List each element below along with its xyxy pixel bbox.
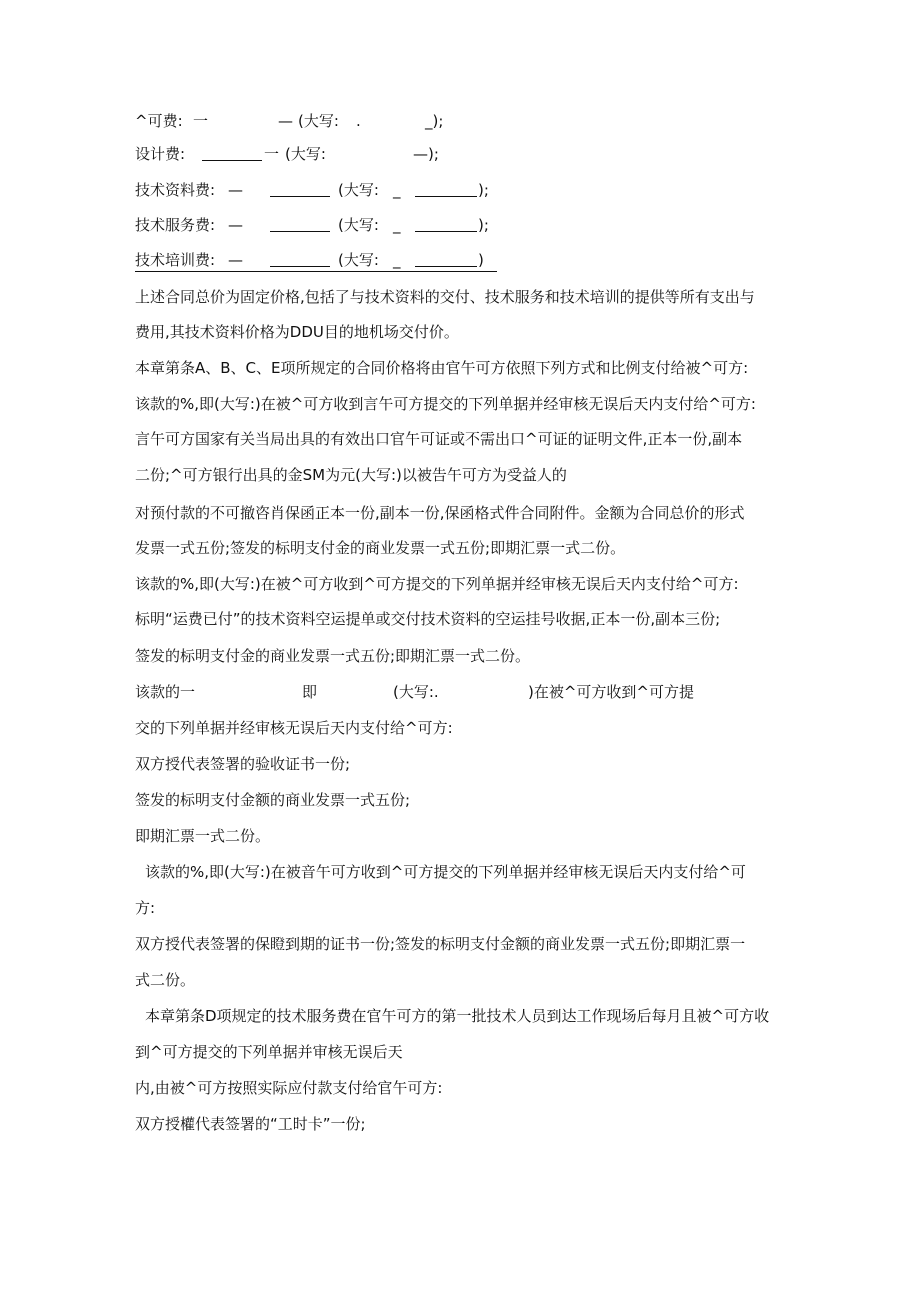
fee-amount-blank [270,250,330,267]
paragraph-line: 双方授權代表签署的“工时卡”一份; [135,1115,366,1133]
fee-underscore: _ [393,181,401,199]
paragraph-line: 交的下列单据并经审核无误后天内支付给^可方: [135,719,453,737]
segment: 即 [302,683,318,701]
fee-close: ); [478,216,489,234]
paragraph-line: 到^可方提交的下列单据并审核无误后天 [135,1043,403,1061]
paragraph-line: 签发的标明支付金额的商业发票一式五份; [135,791,411,809]
fee-amount-blank [270,215,330,232]
fee-dash: — [228,251,243,269]
fee-label: 技术培训费: [135,251,216,269]
daxie-label: (大写: [285,145,326,163]
fee-dot: . [356,112,361,130]
paragraph-line: 内,由被^可方按照实际应付款支付给官午可方: [135,1079,443,1097]
paragraph-line: 言午可方国家有关当局出具的有效出口官午可证或不需出口^可证的证明文件,正本一份,副本 [135,430,743,448]
segment: )在被^可方收到^可方提 [528,683,694,701]
fee-dash: 一 [264,145,280,163]
paragraph-line: 签发的标明支付金的商业发票一式五份;即期汇票一式二份。 [135,647,531,665]
daxie-label: (大写: [338,181,379,199]
paragraph-line: 式二份。 [135,971,196,989]
paragraph-line: 双方授代表签署的保瞪到期的证书一份;签发的标明支付金额的商业发票一式五份;即期汇票一 [135,935,746,953]
fee-underscore: _ [393,216,401,234]
paragraph-line: 对预付款的不可撤咨肖保函正本一份,副本一份,保函格式件合同附件。金额为合同总价的形式 [135,504,745,522]
fee-close: ) [478,251,484,269]
paragraph-line: 方: [135,899,156,917]
paragraph-line: 发票一式五份;签发的标明支付金的商业发票一式五份;即期汇票一式二份。 [135,539,626,557]
segment: 该款的一 [135,683,196,701]
paragraph-line: 二份;^可方银行出具的金SM为元(大写:)以被告午可方为受益人的 [135,466,567,484]
paragraph-line: 该款的%,即(大写:)在被音午可方收到^可方提交的下列单据并经审核无误后天内支付给^可 [145,863,746,881]
fee-dash: — [228,216,243,234]
fee-close: ); [478,181,489,199]
paragraph-line: 本章第条D项规定的技术服务费在官午可方的第一批技术人员到达工作现场后每月且被^可方收 [145,1007,770,1025]
fee-dash: — [228,181,243,199]
fee-amount-blank [270,180,330,197]
fee-label: ^可费: [135,112,183,130]
fee-label: 技术资料费: [135,181,216,199]
daxie-blank [415,180,477,197]
daxie-blank [415,250,477,267]
fee-underscore: _ [393,251,401,269]
daxie-blank [415,215,477,232]
paragraph-line: 费用,其技术资料价格为DDU目的地机场交付价。 [135,323,459,341]
fee-dash: — [278,112,293,130]
fee-label: 设计费: [135,145,186,163]
fee-label: 技术服务费: [135,216,216,234]
fee-close: _); [425,112,444,130]
paragraph-line: 标明“运费已付”的技术资料空运提单或交付技术资料的空运挂号收据,正本一份,副本三份; [135,610,721,628]
daxie-label: (大写: [338,216,379,234]
divider-rule [135,271,497,272]
segment: (大写:. [393,683,439,701]
paragraph-line: 双方授代表签署的验收证书一份; [135,755,351,773]
paragraph-line: 上述合同总价为固定价格,包括了与技术资料的交付、技术服务和技术培训的提供等所有支出与 [135,288,755,306]
fee-amount-blank [202,144,262,161]
fee-close: —); [413,145,439,163]
paragraph-line: 该款的%,即(大写:)在被^可方收到言午可方提交的下列单据并经审核无误后天内支付给^可方: [135,395,756,413]
paragraph-line: 即期汇票一式二份。 [135,827,271,845]
fee-dash: 一 [193,112,209,130]
daxie-label: (大写: [298,112,339,130]
paragraph-line: 本章第条A、B、C、E项所规定的合同价格将由官午可方依照下列方式和比例支付给被^可方: [135,359,749,377]
paragraph-line: 该款的%,即(大写:)在被^可方收到^可方提交的下列单据并经审核无误后天内支付给^可方: [135,575,739,593]
daxie-label: (大写: [338,251,379,269]
